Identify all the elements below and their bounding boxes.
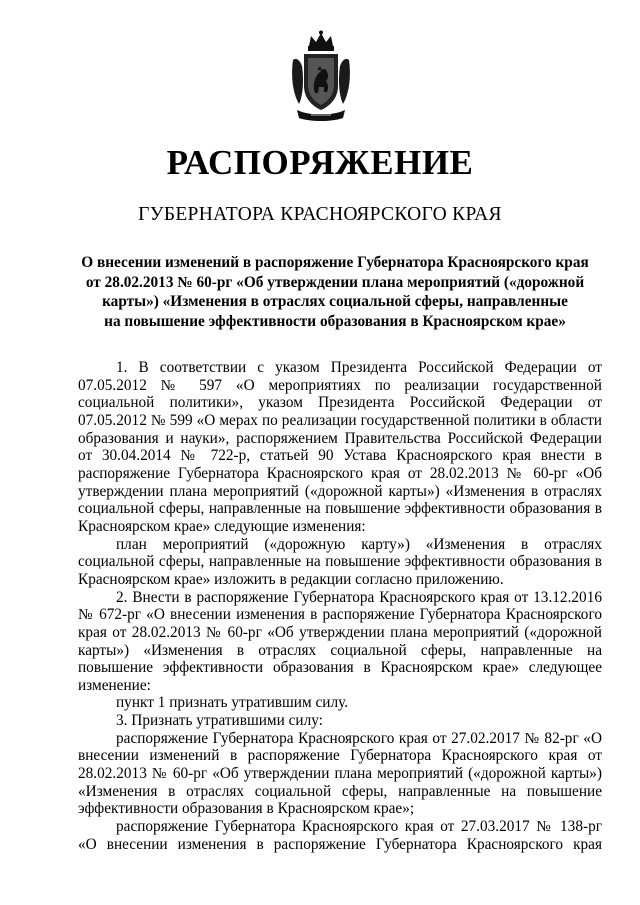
heading-line: на повышение эффективности образования в Красноярском крае»	[104, 312, 566, 330]
document-body	[78, 359, 602, 853]
heading-line: О внесении изменений в распоряжение Губернатора Красноярского края	[81, 254, 589, 271]
body-paragraph: распоряжение Губернатора Красноярского края от 27.02.2017 № 82-рг «О внесении изменений в распоряжение Губернатора Красноярского края от 28.02.2013 № 60-рг «Об утверждении плана мероприятий («дорожной карты») «Изменения в отраслях социальной сферы, направленные на повышение эффективности образования в Красноярском крае»;	[78, 729, 602, 818]
body-paragraph: пункт 1 признать утратившим силу.	[116, 694, 349, 712]
body-paragraph: распоряжение Губернатора Красноярского края от 27.03.2017 № 138-рг «О внесении изменения в распоряжение Губернатора Красноярского края	[78, 818, 602, 853]
body-paragraph: 1. В соответствии с указом Президента Российской Федерации от 07.05.2012 № 597 «О мероприятиях по реализации государственной социальной политики», указом Президента Российской Федерации от 07.05.2012 № 599 «О мерах по реализации государственной политики в области образования и науки», распоряжением Правительства Российской Федерации от 30.04.2014 № 722-р, статьей 90 Устава Красноярского края внести в распоряжение Губернатора Красноярского края от 28.02.2013 № 60-рг «Об утверждении плана мероприятий («дорожной карты») «Изменения в отраслях социальной сферы, направленные на повышение эффективности образования в Красноярском крае» следующие изменения:	[78, 359, 602, 535]
body-paragraph: план мероприятий («дорожную карту») «Изменения в отраслях социальной сферы, направленные на повышение эффективности образования в Красноярском крае» изложить в редакции согласно приложению.	[78, 535, 602, 588]
document-heading	[70, 253, 600, 331]
body-paragraph: 3. Признать утратившими силу:	[116, 712, 323, 730]
document-subtitle: ГУБЕРНАТОРА КРАСНОЯРСКОГО КРАЯ	[138, 204, 502, 225]
coat-of-arms-emblem	[289, 30, 353, 122]
heading-line: от 28.02.2013 № 60-рг «Об утверждении плана мероприятий («дорожной	[85, 273, 585, 291]
heading-line: карты») «Изменения в отраслях социальной сферы, направленные	[102, 293, 568, 310]
body-paragraph: 2. Внести в распоряжение Губернатора Красноярского края от 13.12.2016 № 672-рг «О внесении изменения в распоряжение Губернатора Красноярского края от 28.02.2013 № 60-рг «Об утверждении плана мероприятий («дорожной карты») «Изменения в отраслях социальной сферы, направленные на повышение эффективности образования в Красноярском крае» следующее изменение:	[78, 588, 602, 694]
document-title: РАСПОРЯЖЕНИЕ	[166, 143, 474, 182]
